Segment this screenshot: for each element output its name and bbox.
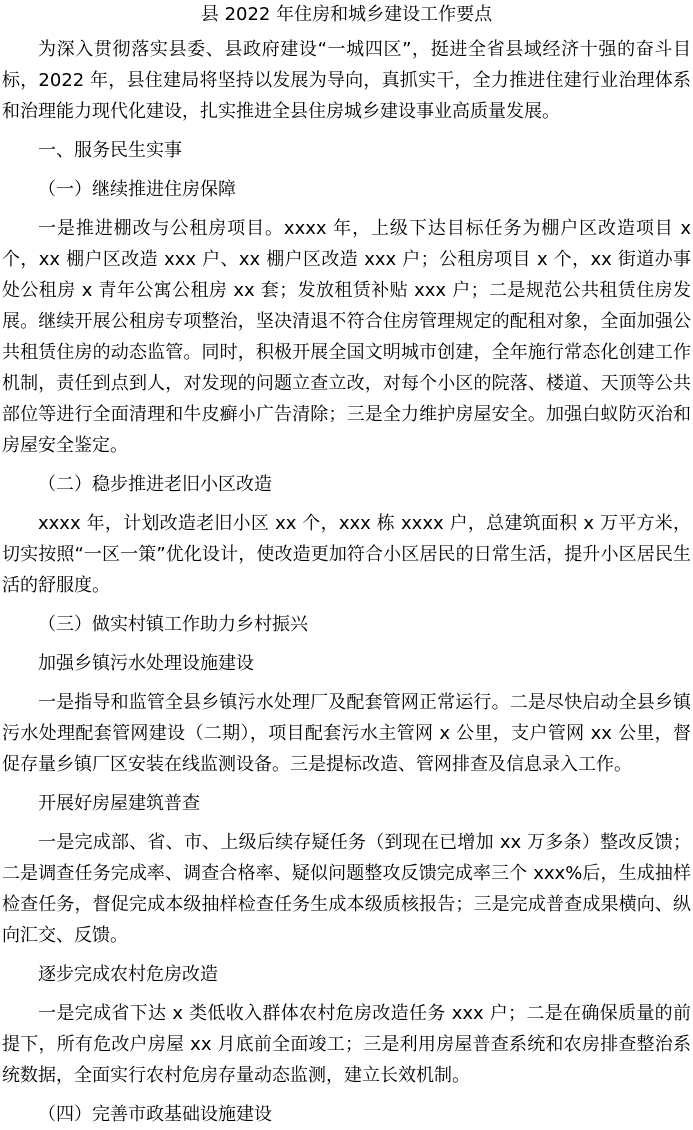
body-paragraph-housing: 一是推进棚改与公租房项目。xxxx 年，上级下达目标任务为棚户区改造项目 x 个，xx 棚户区改造 xxx 户、xx 棚户区改造 xxx 户；公租房项目 x 个，xx 街道办事处公租房 x 青年公寓公租房 xx 套；发放租赁补贴 xxx 户；二是规范公共租赁住房发展。继续开展公租房专项整治，坚决清退不符合住房管理规定的配租对象，全面加强公共租赁住房的动态监管。同时，积极开展全国文明城市创建，全年施行常态化创建工作机制，责任到点到人，对发现的问题立查立改，对每个小区的院落、楼道、天顶等公共部位等进行全面清理和牛皮癣小广告清除；三是全力维护房屋安全。加强白蚁防灭治和房屋安全鉴定。	[2, 218, 691, 456]
body-paragraph-census: 一是完成部、省、市、上级后续存疑任务（到现在已增加 xx 万多条）整改反馈；二是调查任务完成率、调查合格率、疑似问题整攻反馈完成率三个 xxx%后，生成抽样检查任务，督促完成本级抽样检查任务生成本级质核报告；三是完成普查成果横向、纵向汇交、反馈。	[2, 832, 691, 946]
subsection-heading-4: （四）完善市政基础设施建设	[38, 1104, 272, 1125]
intro-paragraph: 为深入贯彻落实县委、县政府建设“一城四区”，挺进全省县域经济十强的奋斗目标，2022 年，县住建局将坚持以发展为导向，真抓实干，全力推进住建行业治理体系和治理能力现代化建设，扎实推进全县住房城乡建设事业高质量发展。	[2, 39, 691, 122]
topic-heading-census: 开展好房屋建筑普查	[38, 793, 200, 814]
body-paragraph-old-community: xxxx 年，计划改造老旧小区 xx 个，xxx 栋 xxxx 户，总建筑面积 x 万平方米，切实按照“一区一策”优化设计，使改造更加符合小区居民的日常生活，提升小区居民生活的舒服度。	[2, 513, 691, 596]
body-paragraph-sewage: 一是指导和监管全县乡镇污水处理厂及配套管网正常运行。二是尽快启动全县乡镇污水处理配套管网建设（二期），项目配套污水主管网 x 公里，支户管网 xx 公里，督促存量乡镇厂区安装在线监测设备。三是提标改造、管网排查及信息录入工作。	[2, 692, 691, 775]
topic-heading-rural-housing: 逐步完成农村危房改造	[38, 964, 218, 985]
subsection-heading-3: （三）做实村镇工作助力乡村振兴	[38, 614, 308, 635]
body-paragraph-rural-housing: 一是完成省下达 x 类低收入群体农村危房改造任务 xxx 户；二是在确保质量的前提下，所有危改户房屋 xx 月底前全面竣工；三是利用房屋普查系统和农房排查整治系统数据，全面实行农村危房存量动态监测，建立长效机制。	[2, 1003, 691, 1086]
section-heading-1: 一、服务民生实事	[38, 140, 182, 161]
subsection-heading-1: （一）继续推进住房保障	[38, 179, 236, 200]
document-title: 县 2022 年住房和城乡建设工作要点	[200, 4, 493, 25]
subsection-heading-2: （二）稳步推进老旧小区改造	[38, 474, 272, 495]
topic-heading-sewage: 加强乡镇污水处理设施建设	[38, 653, 254, 674]
